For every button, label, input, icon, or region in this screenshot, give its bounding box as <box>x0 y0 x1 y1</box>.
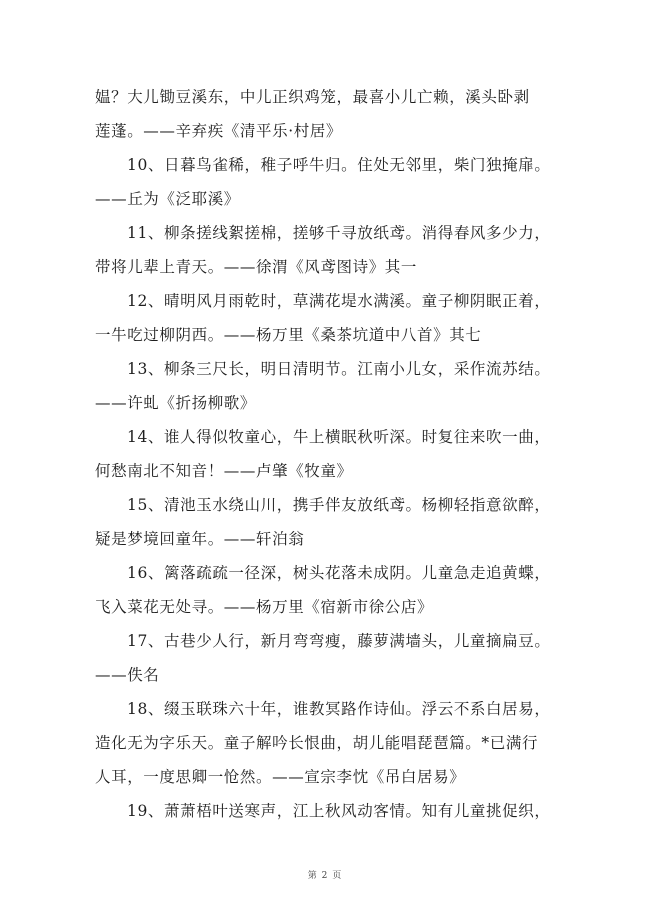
text-line: 人耳，一度思卿一怆然。——宣宗李忱《吊白居易》 <box>95 768 466 786</box>
poem-text-body <box>95 80 560 828</box>
text-line: 造化无为字乐天。童子解吟长恨曲，胡儿能唱琵琶篇。*已满行 <box>95 734 539 752</box>
text-line: 带将儿辈上青天。——徐渭《风鸢图诗》其一 <box>95 258 418 276</box>
text-line: 12、晴明风月雨乾时，草满花堤水满溪。童子柳阴眠正着， <box>127 292 551 310</box>
text-line: ——许虬《折扬柳歌》 <box>95 394 257 412</box>
text-line: 14、谁人得似牧童心，牛上横眠秋听深。时复往来吹一曲， <box>127 428 551 446</box>
text-line: ——佚名 <box>95 666 160 684</box>
text-line: 飞入菜花无处寻。——杨万里《宿新市徐公店》 <box>95 598 434 616</box>
text-line: 19、萧萧梧叶送寒声，江上秋风动客情。知有儿童挑促织， <box>127 802 551 820</box>
text-line: 16、篱落疏疏一径深，树头花落未成阴。儿童急走追黄蝶， <box>127 564 551 582</box>
text-line: 17、古巷少人行，新月弯弯瘦，藤萝满墙头，儿童摘扁豆。 <box>127 632 551 650</box>
text-line: 10、日暮鸟雀稀，稚子呼牛归。住处无邻里，柴门独掩扉。 <box>127 156 551 174</box>
text-line: 莲蓬。——辛弃疾《清平乐·村居》 <box>95 122 343 140</box>
text-line: 15、清池玉水绕山川，携手伴友放纸鸢。杨柳轻指意欲醉， <box>127 496 551 514</box>
text-line: 18、缀玉联珠六十年，谁教冥路作诗仙。浮云不系白居易， <box>127 700 551 718</box>
text-line: ——丘为《泛耶溪》 <box>95 190 240 208</box>
text-line: 疑是梦境回童年。——轩泊翁 <box>95 530 305 548</box>
text-line: 媪？大儿锄豆溪东，中儿正织鸡笼，最喜小儿亡赖，溪头卧剥 <box>95 88 530 106</box>
text-line: 一牛吃过柳阴西。——杨万里《桑茶坑道中八首》其七 <box>95 326 482 344</box>
text-line: 11、柳条搓线絮搓棉，搓够千寻放纸鸢。消得春风多少力， <box>127 224 551 242</box>
text-line: 何愁南北不知音！——卢肇《牧童》 <box>95 462 353 480</box>
page-number: 第 2 页 <box>307 871 343 881</box>
text-line: 13、柳条三尺长，明日清明节。江南小儿女，采作流苏结。 <box>127 360 551 378</box>
